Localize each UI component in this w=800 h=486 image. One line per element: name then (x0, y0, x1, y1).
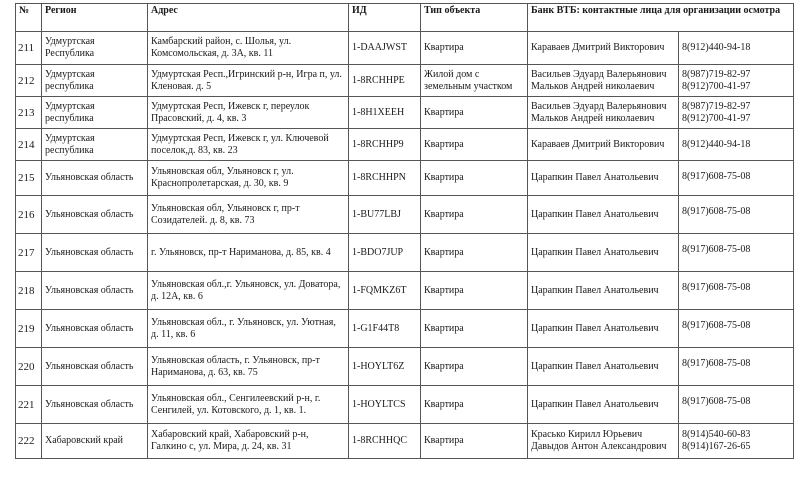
row-id: 1-8RCHHPE (349, 65, 421, 97)
row-phones (679, 348, 794, 386)
row-address: Ульяновская область, г. Ульяновск, пр-т Нариманова, д. 63, кв. 75 (148, 348, 349, 386)
row-contacts (528, 386, 679, 424)
row-region: Удмуртская республика (42, 65, 148, 97)
row-address: Ульяновская обл, Ульяновск г, пр-т Созидателей. д. 8, кв. 73 (148, 196, 349, 234)
row-type: Квартира (421, 129, 528, 161)
row-id: 1-DAAJWST (349, 32, 421, 65)
row-region: Ульяновская область (42, 234, 148, 272)
row-phones (679, 386, 794, 424)
phone-number: 8(917)608-75-08 (682, 282, 751, 293)
contact-name: Красько Кирилл Юрьевич (531, 429, 643, 440)
row-phones (679, 310, 794, 348)
header-contacts: Банк ВТБ: контактные лица для организации осмотра (528, 4, 794, 32)
table-row (16, 386, 794, 424)
row-region: Ульяновская область (42, 196, 148, 234)
contact-name: Царапкин Павел Анатольевич (531, 284, 659, 296)
row-type: Квартира (421, 424, 528, 459)
row-region: Ульяновская область (42, 161, 148, 196)
phone-number: 8(912)700-41-97 (682, 112, 751, 124)
header-region: Регион (42, 4, 148, 32)
row-region: Удмуртская Республика (42, 32, 148, 65)
row-id: 1-HOYLTCS (349, 386, 421, 424)
phone-number: 8(914)167-26-65 (682, 441, 751, 452)
phone-number: 8(917)608-75-08 (682, 396, 751, 407)
contact-name: Царапкин Павел Анатольевич (531, 172, 659, 183)
header-num: № (16, 4, 42, 32)
row-address: Ульяновская обл., г. Ульяновск, ул. Уютная, д. 11, кв. 6 (148, 310, 349, 348)
header-address: Адрес (148, 4, 349, 32)
row-number: 213 (16, 97, 42, 129)
row-number: 215 (16, 161, 42, 196)
header-id: ИД (349, 4, 421, 32)
row-address: Камбарский район, с. Шолья, ул. Комсомольская, д. 3А, кв. 11 (148, 32, 349, 65)
row-number: 219 (16, 310, 42, 348)
row-phones (679, 129, 794, 161)
properties-table (15, 3, 794, 459)
row-id: 1-8RCHHP9 (349, 129, 421, 161)
contact-name: Караваев Дмитрий Викторович (531, 42, 665, 53)
row-number: 218 (16, 272, 42, 310)
row-address: Хабаровский край, Хабаровский р-н, Галкино с, ул. Мира, д. 24, кв. 31 (148, 424, 349, 459)
contact-name: Царапкин Павел Анатольевич (531, 208, 659, 220)
phone-number: 8(912)440-94-18 (682, 42, 751, 53)
row-region: Ульяновская область (42, 310, 148, 348)
row-number: 212 (16, 65, 42, 97)
row-number: 216 (16, 196, 42, 234)
row-contacts (528, 32, 679, 65)
row-address: Ульяновская обл, Ульяновск г, ул. Краснопролетарская, д. 30, кв. 9 (148, 161, 349, 196)
row-contacts (528, 161, 679, 196)
phone-number: 8(917)608-75-08 (682, 206, 751, 217)
row-id: 1-FQMKZ6T (349, 272, 421, 310)
row-phones (679, 196, 794, 234)
row-contacts (528, 424, 679, 459)
row-id: 1-BDO7JUP (349, 234, 421, 272)
contact-name: Караваев Дмитрий Викторович (531, 138, 665, 150)
row-contacts (528, 272, 679, 310)
table-row (16, 97, 794, 129)
row-address: Удмуртская Респ, Ижевск г, ул. Ключевой поселок,д. 83, кв. 23 (148, 129, 349, 161)
phone-number: 8(987)719-82-97 (682, 68, 751, 80)
row-contacts (528, 129, 679, 161)
table-row (16, 196, 794, 234)
contact-name: Давыдов Антон Александрович (531, 441, 667, 452)
row-phones (679, 161, 794, 196)
row-number: 220 (16, 348, 42, 386)
table-row (16, 310, 794, 348)
row-id: 1-BU77LBJ (349, 196, 421, 234)
phone-number: 8(912)700-41-97 (682, 80, 751, 92)
row-region: Ульяновская область (42, 348, 148, 386)
table-row (16, 161, 794, 196)
row-id: 1-HOYLT6Z (349, 348, 421, 386)
row-type: Квартира (421, 310, 528, 348)
phone-number: 8(917)608-75-08 (682, 358, 751, 369)
row-number: 214 (16, 129, 42, 161)
table-row (16, 424, 794, 459)
row-type: Квартира (421, 386, 528, 424)
row-type: Квартира (421, 234, 528, 272)
table-row (16, 234, 794, 272)
header-type: Тип объекта (421, 4, 528, 32)
contact-name: Мальков Андрей николаевич (531, 80, 655, 92)
row-contacts (528, 97, 679, 129)
row-phones (679, 234, 794, 272)
row-type: Жилой дом с земельным участком (421, 65, 528, 97)
row-id: 1-8RCHHQC (349, 424, 421, 459)
contact-name: Царапкин Павел Анатольевич (531, 398, 659, 410)
row-address: Ульяновская обл.,г. Ульяновск, ул. Доватора, д. 12А, кв. 6 (148, 272, 349, 310)
phone-number: 8(912)440-94-18 (682, 138, 751, 150)
row-phones (679, 32, 794, 65)
row-phones (679, 97, 794, 129)
phone-number: 8(987)719-82-97 (682, 100, 751, 112)
table-row (16, 348, 794, 386)
contact-name: Царапкин Павел Анатольевич (531, 360, 659, 372)
table-row (16, 272, 794, 310)
row-type: Квартира (421, 272, 528, 310)
row-region: Удмуртская республика (42, 97, 148, 129)
row-type: Квартира (421, 196, 528, 234)
row-contacts (528, 65, 679, 97)
row-contacts (528, 234, 679, 272)
row-type: Квартира (421, 161, 528, 196)
row-region: Хабаровский край (42, 424, 148, 459)
row-id: 1-8H1XEEH (349, 97, 421, 129)
row-address: Ульяновская обл., Сенгилеевский р-н, г. Сенгилей, ул. Котовского, д. 1, кв. 1. (148, 386, 349, 424)
row-type: Квартира (421, 348, 528, 386)
row-number: 211 (16, 32, 42, 65)
contact-name: Васильев Эдуард Валерьянович (531, 100, 667, 112)
row-region: Ульяновская область (42, 386, 148, 424)
row-address: Удмуртская Респ.,Игринский р-н, Игра п, ул. Кленовая. д. 5 (148, 65, 349, 97)
row-number: 222 (16, 424, 42, 459)
row-phones (679, 65, 794, 97)
row-number: 221 (16, 386, 42, 424)
contact-name: Васильев Эдуард Валерьянович (531, 68, 667, 80)
contact-name: Царапкин Павел Анатольевич (531, 322, 659, 334)
row-contacts (528, 348, 679, 386)
contact-name: Царапкин Павел Анатольевич (531, 246, 659, 258)
row-type: Квартира (421, 32, 528, 65)
row-number: 217 (16, 234, 42, 272)
phone-number: 8(917)608-75-08 (682, 171, 751, 182)
phone-number: 8(914)540-60-83 (682, 429, 751, 440)
table-row (16, 32, 794, 65)
row-contacts (528, 310, 679, 348)
row-address: г. Ульяновск, пр-т Нариманова, д. 85, кв. 4 (148, 234, 349, 272)
row-phones (679, 424, 794, 459)
row-id: 1-8RCHHPN (349, 161, 421, 196)
contact-name: Мальков Андрей николаевич (531, 112, 655, 124)
table-header-row (16, 4, 794, 32)
row-region: Ульяновская область (42, 272, 148, 310)
row-phones (679, 272, 794, 310)
table-row (16, 129, 794, 161)
table-row (16, 65, 794, 97)
row-type: Квартира (421, 97, 528, 129)
phone-number: 8(917)608-75-08 (682, 320, 751, 331)
phone-number: 8(917)608-75-08 (682, 244, 751, 255)
row-id: 1-G1F44T8 (349, 310, 421, 348)
row-address: Удмуртская Респ, Ижевск г, переулок Прасовский, д. 4, кв. 3 (148, 97, 349, 129)
row-contacts (528, 196, 679, 234)
row-region: Удмуртская республика (42, 129, 148, 161)
